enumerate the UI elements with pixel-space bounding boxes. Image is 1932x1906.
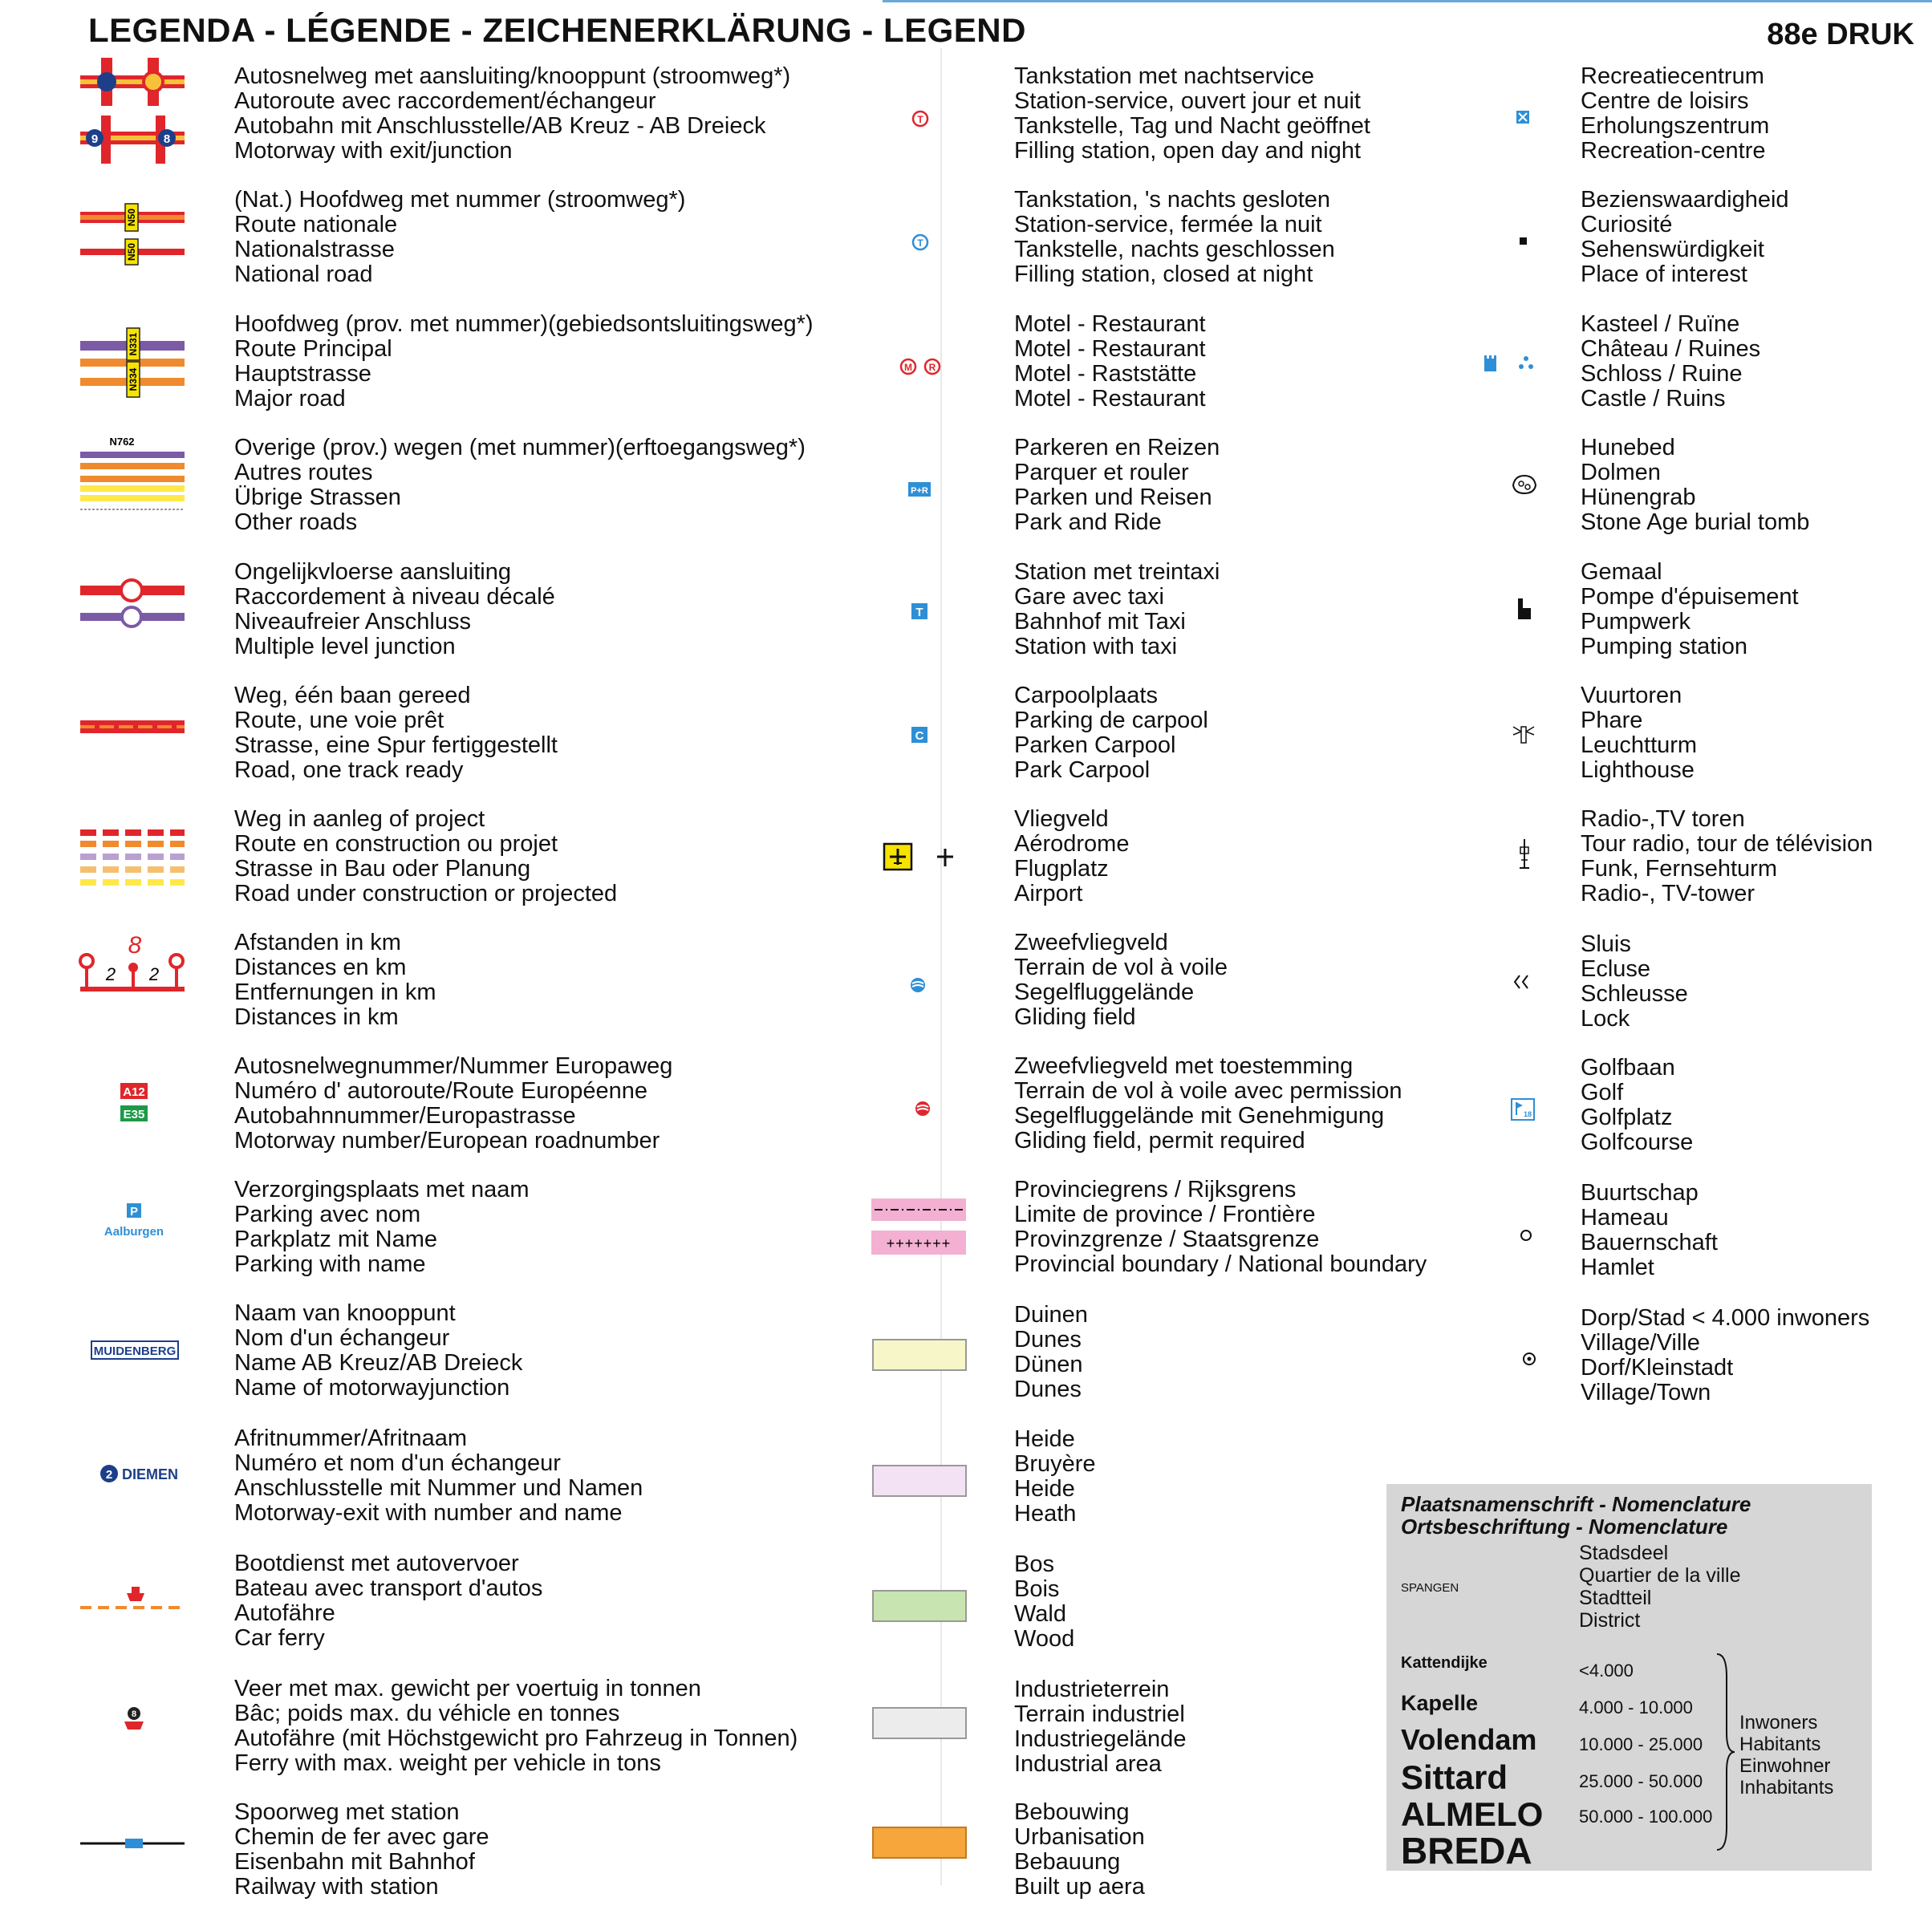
- other-road-number: N762: [109, 436, 135, 448]
- legend-text: Buurtschap: [1581, 1180, 1699, 1206]
- glider-permit-icon: [867, 1097, 979, 1121]
- legend-text: Wald: [1014, 1601, 1066, 1627]
- legend-text: Provinciegrens / Rijksgrens: [1014, 1177, 1297, 1202]
- park-and-ride-icon: [867, 479, 979, 503]
- legend-text: Station-service, ouvert jour et nuit: [1014, 88, 1361, 114]
- legend-text: Tankstelle, Tag und Nacht geöffnet: [1014, 113, 1370, 139]
- car-ferry-symbol: [80, 1584, 193, 1616]
- district-sample: SPANGEN: [1401, 1581, 1459, 1595]
- legend-text: Multiple level junction: [234, 634, 456, 659]
- legend-text: Route, une voie prêt: [234, 708, 444, 733]
- legend-text: Motel - Restaurant: [1014, 386, 1206, 412]
- legend-text: Heide: [1014, 1476, 1075, 1502]
- legend-text: Veer met max. gewicht per voertuig in tonnen: [234, 1676, 701, 1701]
- national-boundary-marks: +++++++: [886, 1235, 952, 1251]
- legend-text: Anschlusstelle mit Nummer und Namen: [234, 1475, 643, 1501]
- legend-text: Distances in km: [234, 1004, 399, 1030]
- legend-text: Numéro d' autoroute/Route Européenne: [234, 1078, 647, 1104]
- legend-text: Motorway number/European roadnumber: [234, 1128, 660, 1154]
- legend-text: Village/Ville: [1581, 1330, 1700, 1356]
- legend-text: Ongelijkvloerse aansluiting: [234, 559, 511, 585]
- legend-text: Filling station, closed at night: [1014, 262, 1313, 287]
- legend-text: Bateau avec transport d'autos: [234, 1575, 543, 1601]
- legend-text: Name of motorwayjunction: [234, 1375, 510, 1401]
- legend-text: Curiosité: [1581, 212, 1673, 237]
- legend-text: Lock: [1581, 1006, 1630, 1032]
- legend-text: Pumping station: [1581, 634, 1747, 659]
- exit-name-label: DIEMEN: [122, 1466, 179, 1482]
- legend-text: Bahnhof mit Taxi: [1014, 609, 1186, 635]
- legend-text: Duinen: [1014, 1302, 1088, 1328]
- legend-text: Industrieterrein: [1014, 1677, 1170, 1702]
- legend-text: Phare: [1581, 708, 1643, 733]
- legend-text: Sehenswürdigkeit: [1581, 237, 1764, 262]
- legend-text: Recreation-centre: [1581, 138, 1766, 164]
- exit-number-label: 2: [105, 1468, 113, 1482]
- legend-text: Castle / Ruins: [1581, 386, 1726, 412]
- legend-text: Schleusse: [1581, 981, 1688, 1007]
- edition-label: 88e DRUK: [1767, 18, 1914, 51]
- legend-text: Gemaal: [1581, 559, 1662, 585]
- legend-text: Terrain de vol à voile: [1014, 955, 1228, 980]
- legend-text: Motel - Raststätte: [1014, 361, 1197, 387]
- boundaries-symbol: [867, 1198, 979, 1263]
- legend-text: Golfcourse: [1581, 1129, 1694, 1155]
- legend-text: Pompe d'épuisement: [1581, 584, 1799, 610]
- legend-text: Kasteel / Ruïne: [1581, 311, 1740, 337]
- legend-text: Terrain de vol à voile avec permission: [1014, 1078, 1402, 1104]
- legend-text: Railway with station: [234, 1874, 439, 1900]
- legend-text: Hauptstrasse: [234, 361, 371, 387]
- legend-text: Nom d'un échangeur: [234, 1325, 450, 1351]
- legend-text: Filling station, open day and night: [1014, 138, 1362, 164]
- legend-text: Leuchtturm: [1581, 732, 1698, 758]
- legend-text: Autobahn mit Anschlusstelle/AB Kreuz - AB Dreieck: [234, 113, 766, 139]
- population-range: 50.000 - 100.000: [1579, 1807, 1713, 1827]
- tv-tower-icon: [1484, 839, 1565, 871]
- legend-text: Route en construction ou projet: [234, 831, 558, 857]
- wood-swatch: [867, 1589, 979, 1624]
- legend-text: Autofähre: [234, 1600, 335, 1626]
- distances-symbol: [80, 931, 193, 1003]
- district-line: Stadsdeel: [1579, 1542, 1669, 1564]
- legend-text: Hoofdweg (prov. met nummer)(gebiedsontsluitingsweg*): [234, 311, 814, 337]
- legend-text: Parking de carpool: [1014, 708, 1208, 733]
- station-taxi-letter: T: [915, 606, 923, 619]
- legend-text: Zweefvliegveld: [1014, 930, 1168, 955]
- national-road-number: N50: [126, 208, 137, 227]
- legend-text: Bebauung: [1014, 1849, 1121, 1875]
- castle-ruins-icon: [1484, 352, 1565, 376]
- legend-text: Ferry with max. weight per vehicle in tons: [234, 1750, 661, 1776]
- legend-text: Golfplatz: [1581, 1105, 1673, 1130]
- dolmen-icon: [1484, 469, 1565, 501]
- svg-text:M: M: [904, 362, 912, 373]
- legend-text: Wood: [1014, 1626, 1075, 1652]
- legend-text: Terrain industriel: [1014, 1701, 1185, 1727]
- legend-text: Bos: [1014, 1551, 1054, 1577]
- legend-text: Zweefvliegveld met toestemming: [1014, 1053, 1354, 1079]
- legend-text: Place of interest: [1581, 262, 1747, 287]
- legend-text: Parkplatz mit Name: [234, 1227, 438, 1252]
- pumping-station-icon: [1484, 594, 1565, 626]
- legend-text: Route nationale: [234, 212, 398, 237]
- inhabitants-label: Einwohner: [1739, 1755, 1831, 1777]
- legend-text: Vuurtoren: [1581, 683, 1682, 708]
- legend-text: Motel - Restaurant: [1014, 336, 1206, 362]
- legend-text: Verzorgingsplaats met naam: [234, 1177, 530, 1202]
- legend-text: Dünen: [1014, 1352, 1083, 1377]
- legend-text: Lighthouse: [1581, 757, 1695, 783]
- legend-text: Chemin de fer avec gare: [234, 1824, 489, 1850]
- dunes-swatch: [867, 1338, 979, 1373]
- legend-text: Bauernschaft: [1581, 1230, 1718, 1255]
- carpool-icon: [867, 724, 979, 748]
- major-road-symbol: [80, 328, 193, 400]
- inhabitants-label: Inhabitants: [1739, 1777, 1834, 1799]
- legend-text: Ecluse: [1581, 956, 1651, 982]
- legend-text: Sluis: [1581, 931, 1631, 957]
- legend-text: Dorp/Stad < 4.000 inwoners: [1581, 1305, 1870, 1331]
- parking-letter: P: [129, 1205, 139, 1219]
- legend-text: Niveaufreier Anschluss: [234, 609, 471, 635]
- legend-text: Hameau: [1581, 1205, 1669, 1231]
- carpool-letter: C: [915, 729, 924, 743]
- legend-text: Recreatiecentrum: [1581, 63, 1764, 89]
- legend-text: Parking avec nom: [234, 1202, 421, 1227]
- place-sample: Kattendijke: [1401, 1654, 1488, 1672]
- legend-text: Weg, één baan gereed: [234, 683, 471, 708]
- distance-small: 2: [105, 964, 116, 984]
- legend-text: Station with taxi: [1014, 634, 1178, 659]
- legend-text: Stone Age burial tomb: [1581, 509, 1810, 535]
- population-range: 25.000 - 50.000: [1579, 1771, 1703, 1791]
- filling-station-night-icon: [867, 107, 979, 132]
- legend-text: Road, one track ready: [234, 757, 464, 783]
- exit-number-symbol: [80, 1463, 193, 1487]
- svg-text:T: T: [917, 114, 923, 125]
- nomenclature-heading: Ortsbeschriftung - Nomenclature: [1401, 1515, 1728, 1539]
- legend-text: Station met treintaxi: [1014, 559, 1220, 585]
- legend-text: Motorway with exit/junction: [234, 138, 513, 164]
- legend-text: Gare avec taxi: [1014, 584, 1164, 610]
- legend-title: LEGENDA - LÉGENDE - ZEICHENERKLÄRUNG - LEGEND: [88, 11, 1026, 49]
- legend-text: Heide: [1014, 1426, 1075, 1452]
- legend-text: Autosnelwegnummer/Nummer Europaweg: [234, 1053, 673, 1079]
- lighthouse-icon: [1484, 722, 1565, 754]
- motorway-number-label: A12: [123, 1085, 145, 1099]
- legend-text: Bois: [1014, 1576, 1060, 1602]
- legend-text: Dunes: [1014, 1327, 1082, 1352]
- inhabitants-label: Habitants: [1739, 1734, 1821, 1755]
- legend-text: Strasse in Bau oder Planung: [234, 856, 531, 882]
- legend-text: Parken Carpool: [1014, 732, 1176, 758]
- legend-text: Other roads: [234, 509, 358, 535]
- legend-text: Park Carpool: [1014, 757, 1151, 783]
- airport-icon: [867, 844, 979, 876]
- legend-text: Park and Ride: [1014, 509, 1162, 535]
- major-road-number: N331: [128, 332, 139, 356]
- legend-text: Autofähre (mit Höchstgewicht pro Fahrzeug in Tonnen): [234, 1726, 798, 1751]
- national-road-symbol: [80, 204, 193, 268]
- inhabitants-label: Inwoners: [1739, 1712, 1818, 1734]
- legend-text: Numéro et nom d'un échangeur: [234, 1450, 561, 1476]
- legend-text: Dolmen: [1581, 460, 1661, 485]
- legend-text: Bezienswaardigheid: [1581, 187, 1789, 213]
- distance-small: 2: [148, 964, 160, 984]
- legend-text: Entfernungen in km: [234, 979, 436, 1005]
- recreation-icon: [1484, 107, 1565, 132]
- legend-text: Limite de province / Frontière: [1014, 1202, 1316, 1227]
- legend-text: Spoorweg met station: [234, 1799, 460, 1825]
- heath-swatch: [867, 1464, 979, 1499]
- legend-text: Gliding field, permit required: [1014, 1128, 1305, 1154]
- legend-text: Industrial area: [1014, 1751, 1162, 1777]
- legend-text: Segelfluggelände mit Genehmigung: [1014, 1103, 1385, 1129]
- other-roads-symbol: [80, 436, 193, 516]
- legend-text: Motel - Restaurant: [1014, 311, 1206, 337]
- top-rule: [883, 0, 1932, 2]
- station-taxi-icon: [867, 600, 979, 624]
- hamlet-icon: [1484, 1224, 1565, 1248]
- parking-name-symbol: [80, 1203, 193, 1251]
- place-sample: ALMELO: [1401, 1795, 1544, 1833]
- legend-text: Motorway-exit with number and name: [234, 1500, 623, 1526]
- glider-icon: [867, 974, 979, 998]
- industrial-swatch: [867, 1706, 979, 1742]
- junction-name-symbol: [80, 1341, 193, 1365]
- one-track-road-symbol: [80, 717, 193, 741]
- legend-text: Strasse, eine Spur fertiggestellt: [234, 732, 558, 758]
- legend-text: Hünengrab: [1581, 485, 1696, 510]
- golf-holes-label: 18: [1523, 1110, 1532, 1118]
- place-sample: Kapelle: [1401, 1691, 1479, 1715]
- road-construction-symbol: [80, 826, 193, 890]
- legend-text: Heath: [1014, 1501, 1077, 1527]
- legend-text: Station-service, fermée la nuit: [1014, 212, 1322, 237]
- legend-text: Autoroute avec raccordement/échangeur: [234, 88, 656, 114]
- multi-level-junction-symbol: [80, 576, 193, 632]
- place-sample: Sittard: [1401, 1758, 1508, 1796]
- legend-text: Name AB Kreuz/AB Dreieck: [234, 1350, 523, 1376]
- filling-station-closed-icon: [867, 231, 979, 255]
- legend-text: Segelfluggelände: [1014, 979, 1195, 1005]
- legend-text: Autosnelweg met aansluiting/knooppunt (stroomweg*): [234, 63, 791, 89]
- legend-text: Provincial boundary / National boundary: [1014, 1251, 1427, 1277]
- junction-name-label: MUIDENBERG: [93, 1344, 177, 1358]
- legend-text: Hamlet: [1581, 1255, 1654, 1280]
- distance-main: 8: [128, 932, 142, 959]
- motorway-number-symbol: [80, 1083, 193, 1131]
- legend-text: Industriegelände: [1014, 1726, 1187, 1752]
- exit-number-9: 9: [91, 132, 99, 146]
- legend-text: Gliding field: [1014, 1004, 1136, 1030]
- exit-number-8: 8: [163, 132, 171, 146]
- golf-icon: [1484, 1099, 1565, 1123]
- village-icon: [1484, 1348, 1565, 1372]
- legend-text: Car ferry: [234, 1625, 325, 1651]
- legend-text: Tour radio, tour de télévision: [1581, 831, 1873, 857]
- legend-text: Golfbaan: [1581, 1055, 1675, 1081]
- legend-text: Built up aera: [1014, 1874, 1145, 1900]
- legend-text: Nationalstrasse: [234, 237, 395, 262]
- legend-text: Bruyère: [1014, 1451, 1096, 1477]
- lock-icon: [1484, 971, 1565, 995]
- railway-symbol: [80, 1837, 193, 1853]
- nomenclature-heading: Plaatsnamenschrift - Nomenclature: [1401, 1492, 1751, 1516]
- legend-text: Radio-,TV toren: [1581, 806, 1745, 832]
- legend-text: Vliegveld: [1014, 806, 1109, 832]
- legend-text: Parking with name: [234, 1251, 426, 1277]
- legend-text: Naam van knooppunt: [234, 1300, 456, 1326]
- legend-text: Distances en km: [234, 955, 407, 980]
- legend-text: Afstanden in km: [234, 930, 401, 955]
- svg-text:T: T: [917, 237, 923, 249]
- parking-name-label: Aalburgen: [104, 1225, 164, 1239]
- legend-text: Radio-, TV-tower: [1581, 881, 1755, 906]
- legend-text: Pumpwerk: [1581, 609, 1690, 635]
- place-sample: BREDA: [1401, 1830, 1532, 1872]
- population-range: 10.000 - 25.000: [1579, 1734, 1703, 1754]
- ferry-weight-symbol: [80, 1705, 193, 1738]
- legend-text: Village/Town: [1581, 1380, 1711, 1405]
- legend-text: Aérodrome: [1014, 831, 1130, 857]
- legend-text: Dorf/Kleinstadt: [1581, 1355, 1734, 1381]
- legend-text: Parken und Reisen: [1014, 485, 1212, 510]
- legend-text: Provinzgrenze / Staatsgrenze: [1014, 1227, 1320, 1252]
- legend-text: National road: [234, 262, 373, 287]
- legend-text: Road under construction or projected: [234, 881, 618, 906]
- legend-text: Carpoolplaats: [1014, 683, 1158, 708]
- legend-text: Urbanisation: [1014, 1824, 1145, 1850]
- legend-text: Tankstelle, nachts geschlossen: [1014, 237, 1335, 262]
- major-road-number: N334: [128, 367, 139, 391]
- legend-text: Tankstation met nachtservice: [1014, 63, 1314, 89]
- legend-text: Parkeren en Reizen: [1014, 435, 1220, 460]
- legend-text: Bâc; poids max. du véhicle en tonnes: [234, 1701, 620, 1726]
- motel-restaurant-icon: [867, 355, 979, 379]
- legend-text: (Nat.) Hoofdweg met nummer (stroomweg*): [234, 187, 686, 213]
- legend-text: Tankstation, 's nachts gesloten: [1014, 187, 1331, 213]
- built-up-swatch: [867, 1826, 979, 1861]
- legend-text: Weg in aanleg of project: [234, 806, 485, 832]
- legend-text: Raccordement à niveau décalé: [234, 584, 555, 610]
- legend-text: Übrige Strassen: [234, 485, 401, 510]
- legend-text: Bootdienst met autovervoer: [234, 1551, 519, 1576]
- legend-text: Autres routes: [234, 460, 373, 485]
- legend-text: Bebouwing: [1014, 1799, 1130, 1825]
- range-brace: [1715, 1653, 1736, 1853]
- legend-text: Route Principal: [234, 336, 392, 362]
- legend-text: Eisenbahn mit Bahnhof: [234, 1849, 475, 1875]
- legend-text: Centre de loisirs: [1581, 88, 1749, 114]
- legend-text: Hunebed: [1581, 435, 1675, 460]
- legend-text: Major road: [234, 386, 346, 412]
- legend-text: Funk, Fernsehturm: [1581, 856, 1777, 882]
- population-range: <4.000: [1579, 1661, 1634, 1681]
- legend-text: Flugplatz: [1014, 856, 1109, 882]
- motorway-junction-graphic: [80, 58, 185, 170]
- place-sample: Volendam: [1401, 1723, 1537, 1756]
- legend-text: Dunes: [1014, 1377, 1082, 1402]
- district-line: Stadtteil: [1579, 1587, 1652, 1609]
- legend-text: Parquer et rouler: [1014, 460, 1189, 485]
- svg-text:P+R: P+R: [911, 486, 928, 496]
- district-line: District: [1579, 1609, 1641, 1632]
- nomenclature-box: [1386, 1484, 1872, 1871]
- legend-text: Overige (prov.) wegen (met nummer)(erftoegangsweg*): [234, 435, 806, 460]
- district-line: Quartier de la ville: [1579, 1564, 1741, 1587]
- motorway-symbol: [80, 58, 193, 170]
- legend-text: Erholungszentrum: [1581, 113, 1770, 139]
- legend-text: Afritnummer/Afritnaam: [234, 1425, 468, 1451]
- european-number-label: E35: [123, 1108, 145, 1121]
- legend-text: Schloss / Ruine: [1581, 361, 1743, 387]
- place-of-interest-icon: [1484, 231, 1565, 255]
- svg-text:R: R: [928, 362, 936, 373]
- national-road-number: N50: [126, 242, 137, 262]
- legend-text: Airport: [1014, 881, 1083, 906]
- legend-text: Golf: [1581, 1080, 1624, 1105]
- population-range: 4.000 - 10.000: [1579, 1697, 1693, 1717]
- legend-text: Château / Ruines: [1581, 336, 1761, 362]
- legend-text: Autobahnnummer/Europastrasse: [234, 1103, 576, 1129]
- ferry-weight-label: 8: [131, 1709, 137, 1719]
